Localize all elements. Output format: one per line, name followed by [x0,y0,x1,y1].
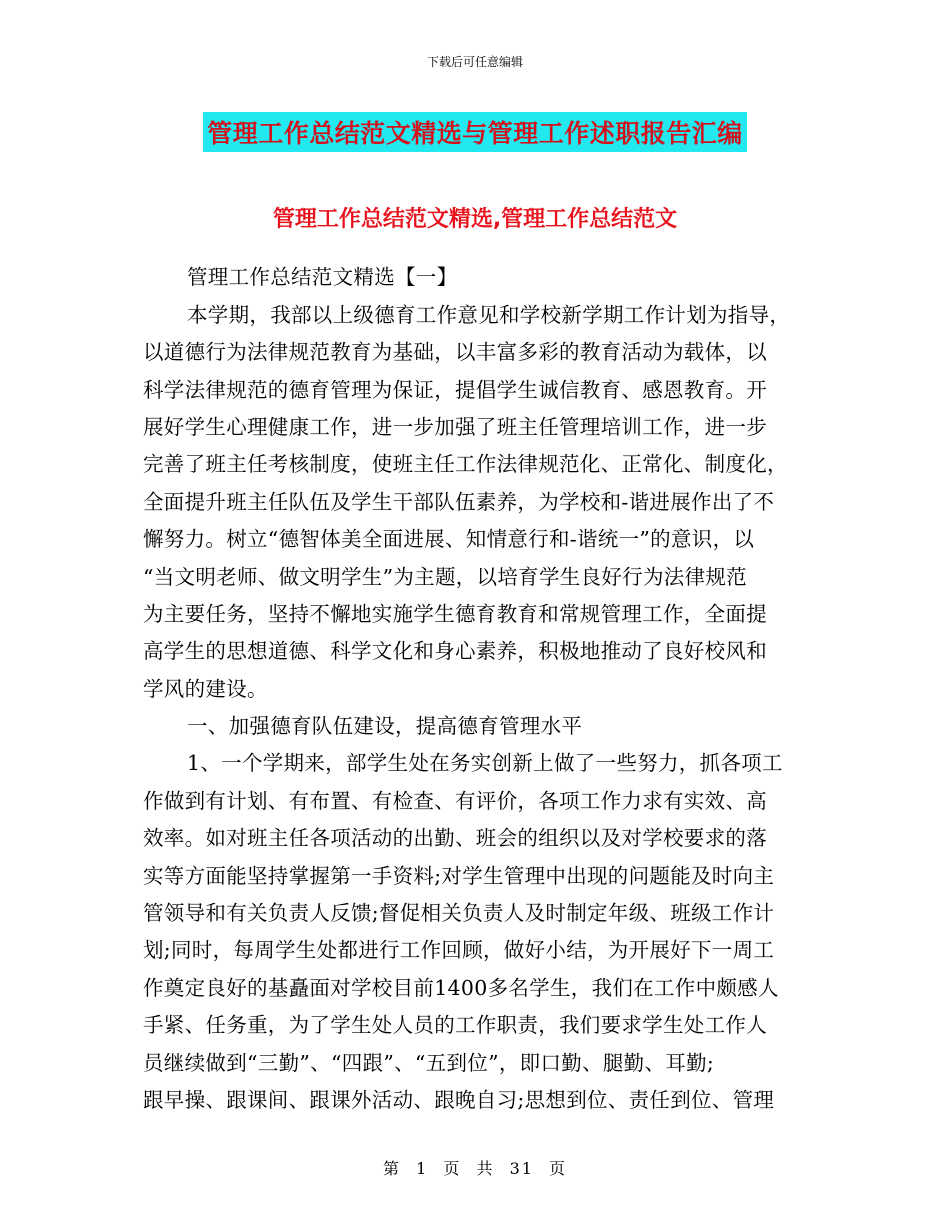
paragraph-line: 科学法律规范的德育管理为保证，提倡学生诚信教育、感恩教育。开 [143,377,767,402]
footer-suffix: 页 [549,1159,568,1178]
paragraph-line: 1、一个学期来，部学生处在务实创新上做了一些努力，抓各项工 [187,751,783,776]
footer-total-pages: 31 [509,1159,534,1178]
paragraph-line: 作奠定良好的基矗面对学校目前1400多名学生，我们在工作中颇感人 [143,975,779,1000]
footer-prefix: 第 [382,1159,401,1178]
paragraph-line: 员继续做到“三勤”、“四跟”、“五到位”，即口勤、腿勤、耳勤; [143,1050,715,1075]
body-text [143,222,809,1119]
footer-page-number: 1 [416,1159,429,1178]
footer-total-label: 共 [476,1159,495,1178]
footer-page-label: 页 [443,1159,462,1178]
spacer-line [143,222,809,259]
paragraph-line: 实等方面能坚持掌握第一手资料;对学生管理中出现的问题能及时向主 [143,863,775,888]
section-heading-1: 管理工作总结范文精选【一】 [187,265,458,290]
paragraph-line: 手紧、任务重，为了学生处人员的工作职责，我们要求学生处工作人 [143,1013,767,1038]
paragraph-line: 管领导和有关负责人反馈;督促相关负责人及时制定年级、班级工作计 [143,901,775,926]
paragraph-line: 完善了班主任考核制度，使班主任工作法律规范化、正常化、制度化， [143,452,788,477]
paragraph-line: 高学生的思想道德、科学文化和身心素养，积极地推动了良好校风和 [143,639,767,664]
sub-title: 管理工作总结范文精选,管理工作总结范文 [272,207,678,232]
paragraph-line: 本学期，我部以上级德育工作意见和学校新学期工作计划为指导， [187,302,791,327]
paragraph-line: 懈努力。树立“德智体美全面进展、知情意行和-谐统一”的意识，以 [143,527,755,552]
header-note: 下载后可任意编辑 [426,55,523,69]
page-footer [0,1156,950,1179]
paragraph-line: 为主要任务，坚持不懈地实施学生德育教育和常规管理工作，全面提 [143,601,767,626]
main-title-row [0,112,950,152]
section-heading-2: 一、加强德育队伍建设，提高德育管理水平 [187,714,583,739]
paragraph-line: 全面提升班主任队伍及学生干部队伍素养，为学校和-谐进展作出了不 [143,489,775,514]
paragraph-line: 效率。如对班主任各项活动的出勤、班会的组织以及对学校要求的落 [143,826,767,851]
paragraph-line: 学风的建设。 [143,676,268,701]
paragraph-line: “当文明老师、做文明学生”为主题，以培育学生良好行为法律规范 [143,564,747,589]
paragraph-line: 以道德行为法律规范教育为基础，以丰富多彩的教育活动为载体，以 [143,340,767,365]
paragraph-line: 划;同时，每周学生处都进行工作回顾，做好小结，为开展好下一周工 [143,938,775,963]
main-title: 管理工作总结范文精选与管理工作述职报告汇编 [203,112,747,152]
paragraph-line: 作做到有计划、有布置、有检查、有评价，各项工作力求有实效、高 [143,788,767,813]
paragraph-line: 展好学生心理健康工作，进一步加强了班主任管理培训工作，进一步 [143,414,767,439]
paragraph-line: 跟早操、跟课间、跟课外活动、跟晚自习;思想到位、责任到位、管理 [143,1087,775,1112]
